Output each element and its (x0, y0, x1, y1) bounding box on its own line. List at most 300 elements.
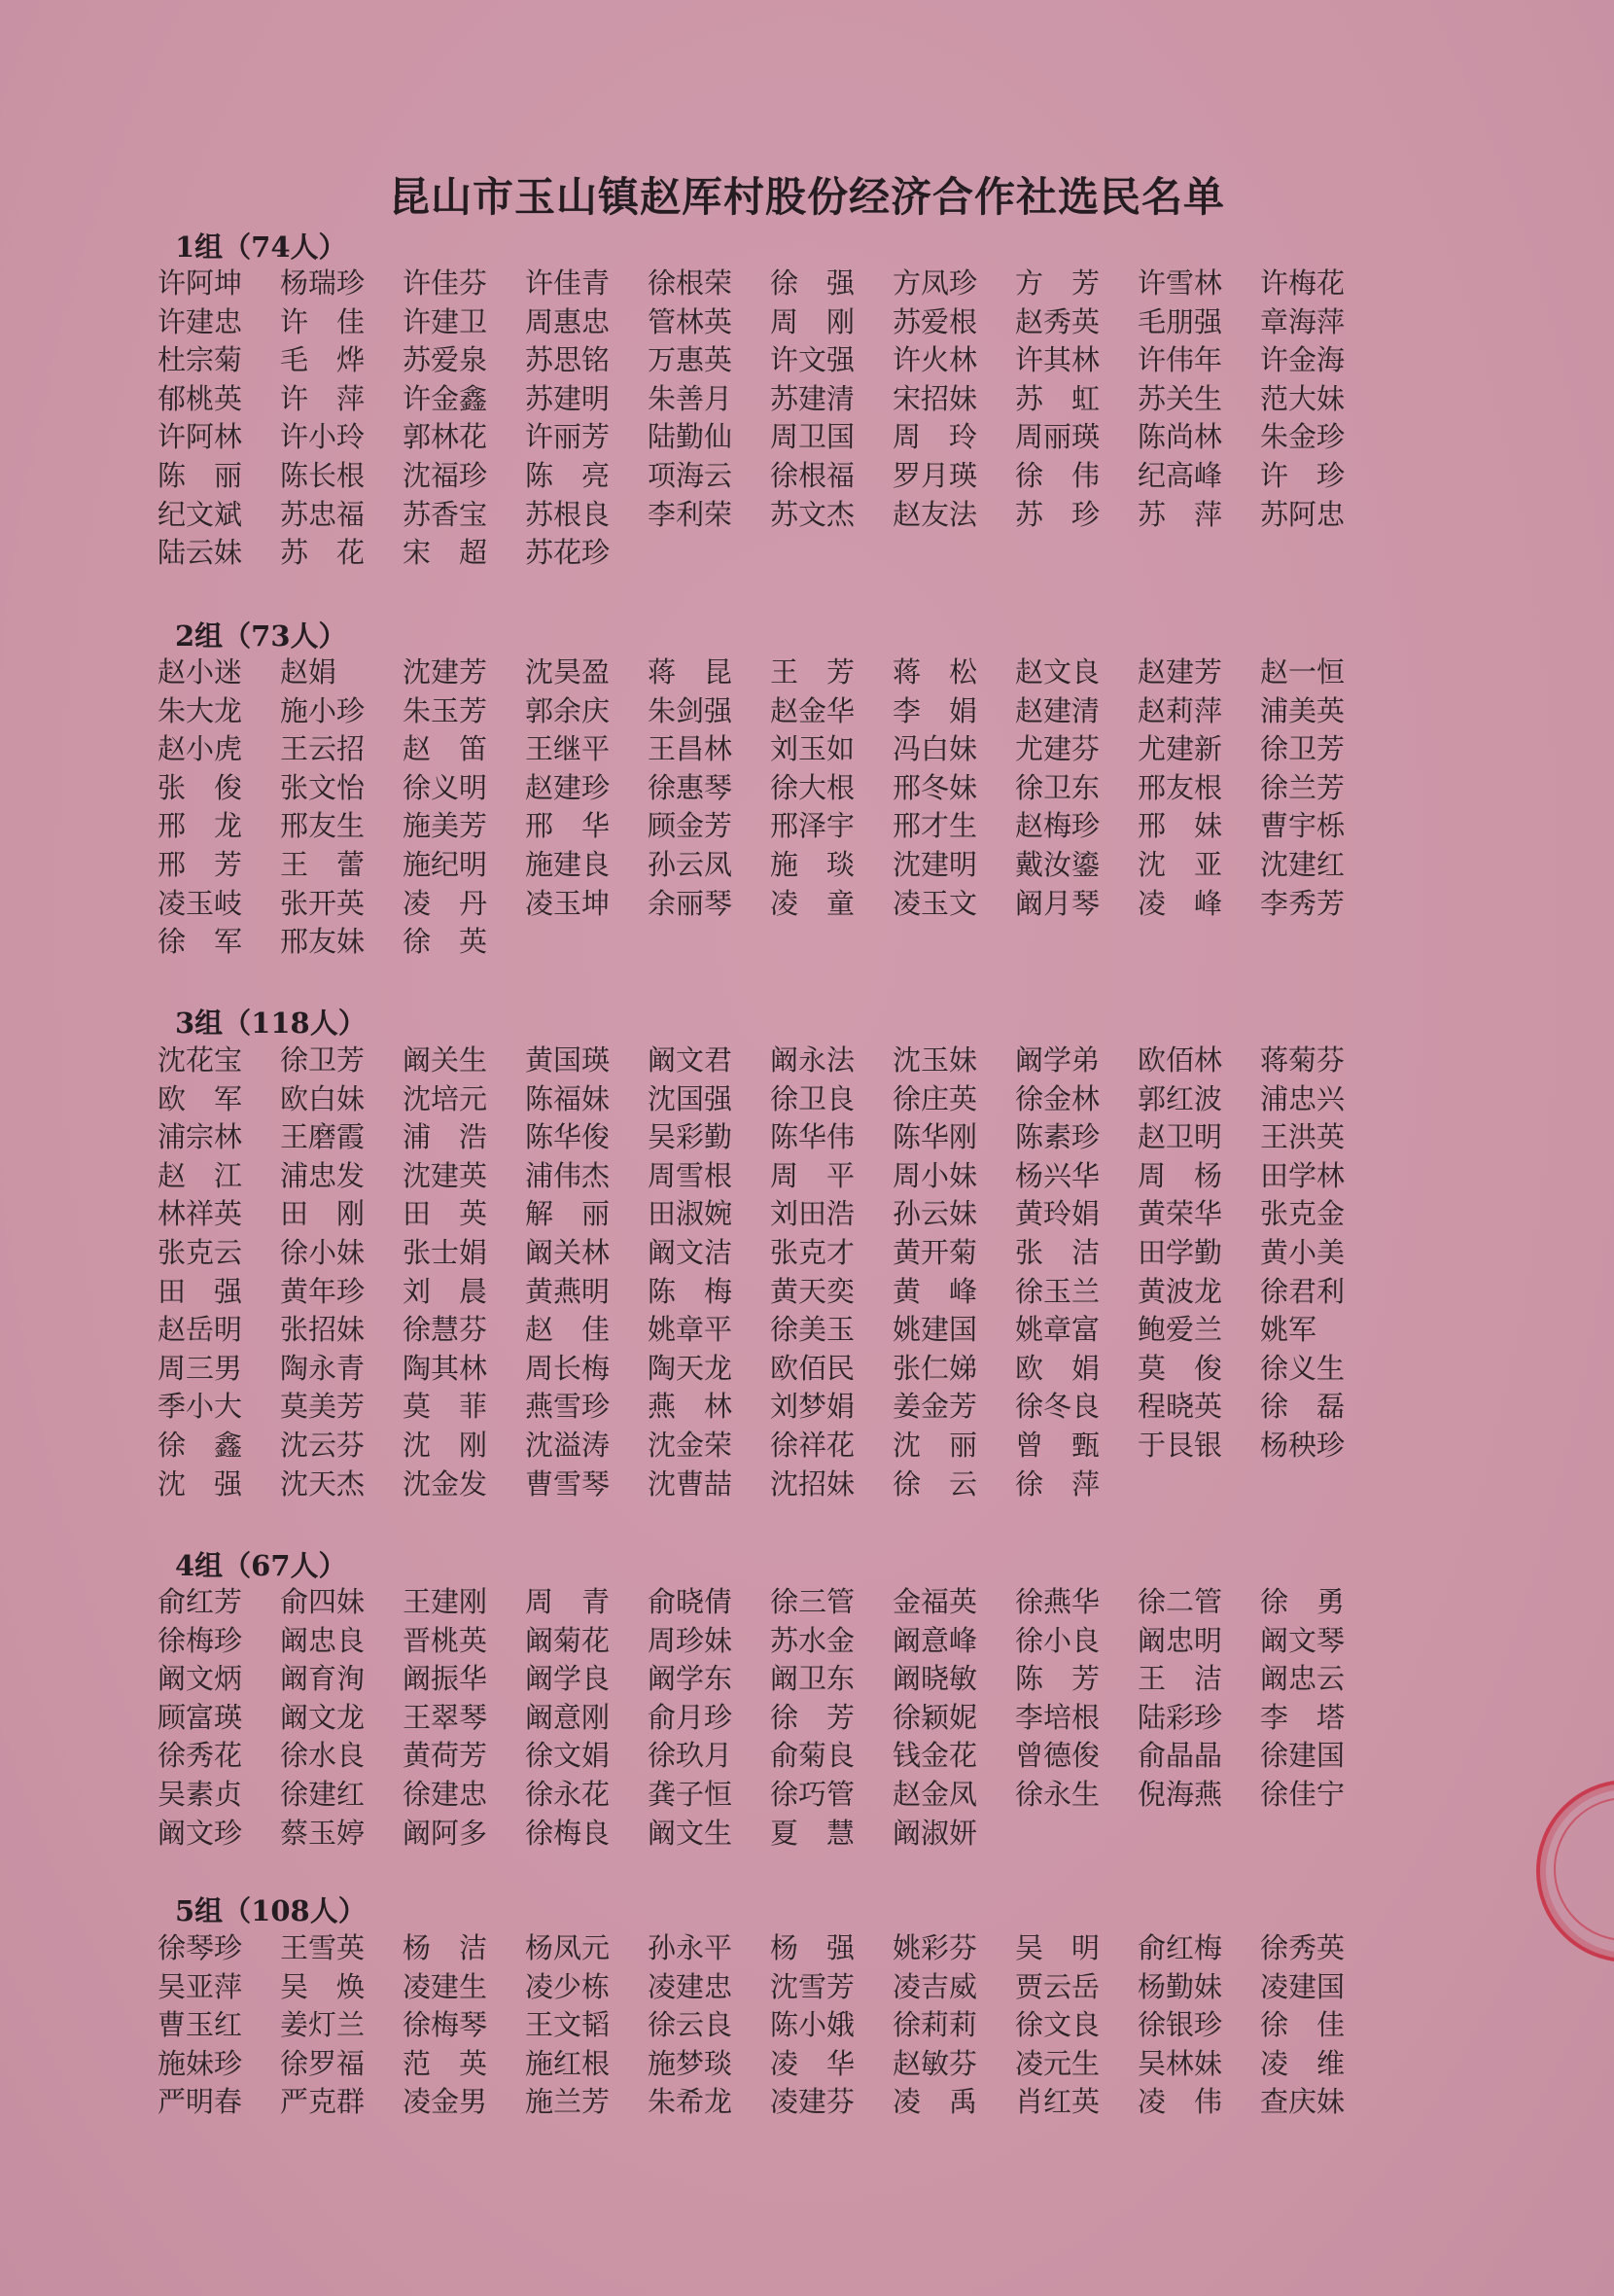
voter-name: 陈 梅 (648, 1274, 733, 1308)
voter-name: 阚文龙 (280, 1700, 366, 1734)
voter-name: 徐卫芳 (280, 1043, 366, 1077)
voter-name: 燕雪珍 (525, 1390, 611, 1424)
voter-name: 赵娟 (280, 655, 337, 689)
voter-name: 徐君利 (1260, 1274, 1346, 1308)
voter-name: 陆彩珍 (1138, 1700, 1223, 1734)
voter-name: 沈建芳 (403, 655, 488, 689)
voter-name: 徐琴珍 (158, 1931, 243, 1964)
voter-name: 姚章富 (1015, 1313, 1101, 1347)
voter-name: 田学林 (1260, 1158, 1346, 1192)
voter-name: 徐义明 (403, 770, 488, 804)
voter-name: 周 平 (770, 1158, 856, 1192)
voter-name: 阚关林 (525, 1235, 611, 1269)
voter-name: 欧 娟 (1015, 1351, 1101, 1385)
voter-name: 姚章平 (648, 1313, 733, 1347)
voter-name: 苏建清 (770, 381, 856, 415)
voter-name: 许佳芬 (403, 266, 488, 300)
voter-name: 姜灯兰 (280, 2008, 366, 2042)
voter-name: 金福英 (893, 1585, 978, 1618)
voter-name: 凌玉岐 (158, 886, 243, 920)
group-heading: 3组（118人） (175, 1007, 367, 1040)
voter-name: 苏思铭 (525, 343, 611, 377)
voter-name: 李 娟 (893, 693, 978, 727)
voter-name: 赵梅珍 (1015, 809, 1101, 843)
voter-name: 苏阿忠 (1260, 497, 1346, 531)
voter-name: 徐罗福 (280, 2046, 366, 2080)
voter-name: 沈玉妹 (893, 1043, 978, 1077)
voter-name: 徐卫东 (1015, 770, 1101, 804)
voter-name: 张克金 (1260, 1197, 1346, 1231)
voter-name: 许火林 (893, 343, 978, 377)
voter-name: 赵卫明 (1138, 1120, 1223, 1154)
voter-name: 徐 云 (893, 1466, 978, 1501)
voter-name: 周珍妹 (648, 1623, 733, 1657)
voter-name: 徐 英 (403, 925, 488, 959)
voter-name: 张 洁 (1015, 1235, 1101, 1269)
voter-name: 杨 洁 (403, 1931, 488, 1964)
voter-name: 章海萍 (1260, 304, 1346, 338)
voter-name: 苏建明 (525, 381, 611, 415)
voter-name: 凌 伟 (1138, 2085, 1223, 2119)
voter-name: 王建刚 (403, 1585, 488, 1618)
voter-name: 刘田浩 (770, 1197, 856, 1231)
voter-name: 俞菊良 (770, 1739, 856, 1773)
voter-name: 姚建国 (893, 1313, 978, 1347)
voter-name: 方 芳 (1015, 266, 1101, 300)
voter-name: 尤建芬 (1015, 732, 1101, 766)
voter-name: 阚晓敏 (893, 1662, 978, 1696)
voter-name: 凌 童 (770, 886, 856, 920)
voter-name: 王 洁 (1138, 1662, 1223, 1696)
voter-name: 阚学东 (648, 1662, 733, 1696)
voter-name: 凌少栋 (525, 1969, 611, 2003)
voter-name: 赵一恒 (1260, 655, 1346, 689)
voter-name: 解 丽 (525, 1197, 611, 1231)
voter-name: 冯白妹 (893, 732, 978, 766)
voter-name: 施 琰 (770, 847, 856, 881)
voter-name: 孙云妹 (893, 1197, 978, 1231)
voter-name: 凌玉坤 (525, 886, 611, 920)
voter-name: 黄小美 (1260, 1235, 1346, 1269)
voter-name: 朱玉芳 (403, 693, 488, 727)
voter-name: 徐 勇 (1260, 1585, 1346, 1618)
voter-name: 沈云芬 (280, 1428, 366, 1462)
voter-name: 许 珍 (1260, 458, 1346, 492)
voter-name: 凌建忠 (648, 1969, 733, 2003)
voter-name: 顾富瑛 (158, 1700, 243, 1734)
voter-name: 徐莉莉 (893, 2008, 978, 2042)
voter-name: 赵 笛 (403, 732, 488, 766)
voter-name: 施小珍 (280, 693, 366, 727)
voter-name: 陶永青 (280, 1351, 366, 1385)
voter-name: 徐文娟 (525, 1739, 611, 1773)
voter-name: 赵友法 (893, 497, 978, 531)
voter-name: 宋招妹 (893, 381, 978, 415)
voter-name: 徐大根 (770, 770, 856, 804)
voter-name: 李 塔 (1260, 1700, 1346, 1734)
group-name-grid (158, 1042, 1421, 1503)
voter-name: 纪高峰 (1138, 458, 1223, 492)
voter-name: 刘 晨 (403, 1274, 488, 1308)
voter-name: 吴亚萍 (158, 1969, 243, 2003)
voter-name: 陈素珍 (1015, 1120, 1101, 1154)
group-name-grid (158, 265, 1421, 573)
voter-name: 阚菊花 (525, 1623, 611, 1657)
voter-name: 杨兴华 (1015, 1158, 1101, 1192)
voter-name: 阚忠良 (280, 1623, 366, 1657)
voter-name: 凌 禹 (893, 2085, 978, 2119)
voter-name: 徐小妹 (280, 1235, 366, 1269)
voter-name: 徐惠琴 (648, 770, 733, 804)
voter-name: 许 佳 (280, 304, 366, 338)
voter-name: 苏爱泉 (403, 343, 488, 377)
voter-name: 徐银珍 (1138, 2008, 1223, 2042)
voter-name: 徐燕华 (1015, 1585, 1101, 1618)
voter-name: 邢才生 (893, 809, 978, 843)
voter-name: 凌金男 (403, 2085, 488, 2119)
voter-name: 徐小良 (1015, 1623, 1101, 1657)
voter-name: 苏 花 (280, 536, 366, 570)
voter-name: 张招妹 (280, 1313, 366, 1347)
voter-name: 顾金芳 (648, 809, 733, 843)
voter-name: 许雪林 (1138, 266, 1223, 300)
voter-name: 凌元生 (1015, 2046, 1101, 2080)
voter-name: 欧白妹 (280, 1081, 366, 1115)
voter-name: 徐卫良 (770, 1081, 856, 1115)
voter-name: 阚振华 (403, 1662, 488, 1696)
voter-name: 郭余庆 (525, 693, 611, 727)
voter-name: 赵建清 (1015, 693, 1101, 727)
voter-name: 黄天奕 (770, 1274, 856, 1308)
voter-name: 王磨霞 (280, 1120, 366, 1154)
voter-name: 徐永生 (1015, 1777, 1101, 1811)
group-heading: 4组（67人） (175, 1549, 347, 1582)
voter-name: 查庆妹 (1260, 2085, 1346, 2119)
voter-name: 徐 强 (770, 266, 856, 300)
voter-name: 张仁娣 (893, 1351, 978, 1385)
voter-name: 于艮银 (1138, 1428, 1223, 1462)
voter-name: 王 芳 (770, 655, 856, 689)
voter-name: 徐巧管 (770, 1777, 856, 1811)
voter-name: 许丽芳 (525, 420, 611, 454)
voter-name: 沈金发 (403, 1466, 488, 1501)
voter-name: 许伟年 (1138, 343, 1223, 377)
voter-name: 施红根 (525, 2046, 611, 2080)
voter-name: 王 蕾 (280, 847, 366, 881)
voter-name: 赵建芳 (1138, 655, 1223, 689)
voter-name: 阚文炳 (158, 1662, 243, 1696)
voter-name: 毛朋强 (1138, 304, 1223, 338)
voter-name: 杨瑞珍 (280, 266, 366, 300)
voter-name: 范 英 (403, 2046, 488, 2080)
voter-name: 徐 佳 (1260, 2008, 1346, 2042)
voter-name: 浦忠发 (280, 1158, 366, 1192)
voter-name: 沈培元 (403, 1081, 488, 1115)
voter-name: 陶天龙 (648, 1351, 733, 1385)
voter-name: 俞四妹 (280, 1585, 366, 1618)
voter-name: 曾德俊 (1015, 1739, 1101, 1773)
voter-name: 朱剑强 (648, 693, 733, 727)
voter-name: 孙永平 (648, 1931, 733, 1964)
voter-name: 徐美玉 (770, 1313, 856, 1347)
group-heading: 5组（108人） (175, 1894, 367, 1927)
voter-name: 朱善月 (648, 381, 733, 415)
voter-name: 田 强 (158, 1274, 243, 1308)
voter-name: 徐佳宁 (1260, 1777, 1346, 1811)
group-name-grid (158, 1929, 1421, 2122)
voter-name: 阚文珍 (158, 1816, 243, 1850)
voter-name: 田学勤 (1138, 1235, 1223, 1269)
voter-name: 凌建芬 (770, 2085, 856, 2119)
voter-name: 邢 华 (525, 809, 611, 843)
voter-name: 王昌林 (648, 732, 733, 766)
voter-name: 阚关生 (403, 1043, 488, 1077)
voter-name: 凌建国 (1260, 1969, 1346, 2003)
voter-name: 凌玉文 (893, 886, 978, 920)
voter-name: 黄燕明 (525, 1274, 611, 1308)
voter-name: 浦宗林 (158, 1120, 243, 1154)
voter-name: 管林英 (648, 304, 733, 338)
voter-name: 孙云凤 (648, 847, 733, 881)
voter-name: 郭林花 (403, 420, 488, 454)
voter-name: 徐玉兰 (1015, 1274, 1101, 1308)
voter-name: 莫 俊 (1138, 1351, 1223, 1385)
group-name-grid (158, 1583, 1421, 1853)
voter-name: 项海云 (648, 458, 733, 492)
voter-name: 徐根荣 (648, 266, 733, 300)
voter-name: 阚忠明 (1138, 1623, 1223, 1657)
voter-name: 许建卫 (403, 304, 488, 338)
voter-name: 徐 磊 (1260, 1390, 1346, 1424)
voter-name: 许金鑫 (403, 381, 488, 415)
voter-name: 徐玖月 (648, 1739, 733, 1773)
voter-name: 邢 龙 (158, 809, 243, 843)
voter-name: 赵文良 (1015, 655, 1101, 689)
voter-name: 邢 芳 (158, 847, 243, 881)
voter-name: 沈昊盈 (525, 655, 611, 689)
voter-name: 阚永法 (770, 1043, 856, 1077)
voter-name: 张克云 (158, 1235, 243, 1269)
voter-name: 邢 妹 (1138, 809, 1223, 843)
voter-name: 周三男 (158, 1351, 243, 1385)
voter-name: 严明春 (158, 2085, 243, 2119)
voter-name: 吴彩勤 (648, 1120, 733, 1154)
voter-name: 黄开菊 (893, 1235, 978, 1269)
voter-name: 周 青 (525, 1585, 611, 1618)
voter-name: 徐颖妮 (893, 1700, 978, 1734)
voter-name: 徐云良 (648, 2008, 733, 2042)
voter-name: 林祥英 (158, 1197, 243, 1231)
voter-name: 田 刚 (280, 1197, 366, 1231)
voter-name: 浦忠兴 (1260, 1081, 1346, 1115)
voter-name: 许其林 (1015, 343, 1101, 377)
voter-name: 黄国瑛 (525, 1043, 611, 1077)
group-heading: 1组（74人） (175, 230, 347, 264)
voter-name: 姚彩芬 (893, 1931, 978, 1964)
voter-name: 沈建英 (403, 1158, 488, 1192)
voter-name: 赵秀英 (1015, 304, 1101, 338)
voter-name: 季小大 (158, 1390, 243, 1424)
voter-name: 欧佰林 (1138, 1043, 1223, 1077)
voter-name: 邢冬妹 (893, 770, 978, 804)
voter-name: 蒋菊芬 (1260, 1043, 1346, 1077)
voter-name: 阚忠云 (1260, 1662, 1346, 1696)
voter-name: 毛 烨 (280, 343, 366, 377)
voter-name: 蒋 松 (893, 655, 978, 689)
voter-name: 俞晶晶 (1138, 1739, 1223, 1773)
voter-name: 徐文良 (1015, 2008, 1101, 2042)
voter-name: 凌 丹 (403, 886, 488, 920)
voter-name: 徐庄英 (893, 1081, 978, 1115)
voter-name: 肖红英 (1015, 2085, 1101, 2119)
voter-name: 陈华刚 (893, 1120, 978, 1154)
voter-name: 徐卫芳 (1260, 732, 1346, 766)
voter-name: 陈小娥 (770, 2008, 856, 2042)
voter-name: 沈雪芳 (770, 1969, 856, 2003)
voter-name: 徐三管 (770, 1585, 856, 1618)
voter-name: 朱大龙 (158, 693, 243, 727)
voter-name: 杨勤妹 (1138, 1969, 1223, 2003)
voter-name: 蒋 昆 (648, 655, 733, 689)
voter-name: 赵金凤 (893, 1777, 978, 1811)
voter-name: 赵莉萍 (1138, 693, 1223, 727)
voter-name: 邢友妹 (280, 925, 366, 959)
voter-name: 杨凤元 (525, 1931, 611, 1964)
voter-name: 方凤珍 (893, 266, 978, 300)
voter-name: 俞月珍 (648, 1700, 733, 1734)
voter-name: 徐秀英 (1260, 1931, 1346, 1964)
voter-name: 张 俊 (158, 770, 243, 804)
voter-name: 赵敏芬 (893, 2046, 978, 2080)
voter-name: 沈 亚 (1138, 847, 1223, 881)
voter-name: 徐 萍 (1015, 1466, 1101, 1501)
voter-name: 姚军 (1260, 1313, 1317, 1347)
voter-name: 程晓英 (1138, 1390, 1223, 1424)
voter-name: 周 玲 (893, 420, 978, 454)
voter-name: 苏忠福 (280, 497, 366, 531)
voter-name: 阚意刚 (525, 1700, 611, 1734)
voter-name: 苏水金 (770, 1623, 856, 1657)
voter-name: 王云招 (280, 732, 366, 766)
voter-name: 燕 林 (648, 1390, 733, 1424)
voter-name: 凌 维 (1260, 2046, 1346, 2080)
voter-name: 赵金华 (770, 693, 856, 727)
voter-name: 苏 萍 (1138, 497, 1223, 531)
voter-name: 徐 伟 (1015, 458, 1101, 492)
voter-name: 邢友根 (1138, 770, 1223, 804)
voter-name: 施建良 (525, 847, 611, 881)
voter-name: 苏文杰 (770, 497, 856, 531)
voter-name: 徐义生 (1260, 1351, 1346, 1385)
voter-name: 黄波龙 (1138, 1274, 1223, 1308)
voter-name: 沈招妹 (770, 1466, 856, 1501)
voter-name: 徐梅良 (525, 1816, 611, 1850)
voter-name: 徐 军 (158, 925, 243, 959)
voter-name: 黄年珍 (280, 1274, 366, 1308)
voter-name: 许阿坤 (158, 266, 243, 300)
voter-name: 沈天杰 (280, 1466, 366, 1501)
voter-name: 阚学弟 (1015, 1043, 1101, 1077)
voter-name: 阚卫东 (770, 1662, 856, 1696)
voter-name: 苏根良 (525, 497, 611, 531)
voter-name: 苏 珍 (1015, 497, 1101, 531)
voter-name: 朱希龙 (648, 2085, 733, 2119)
voter-name: 徐 芳 (770, 1700, 856, 1734)
voter-name: 曹宇栎 (1260, 809, 1346, 843)
voter-name: 陈尚林 (1138, 420, 1223, 454)
voter-name: 赵岳明 (158, 1313, 243, 1347)
voter-name: 刘玉如 (770, 732, 856, 766)
voter-name: 阚文君 (648, 1043, 733, 1077)
voter-name: 陈 亮 (525, 458, 611, 492)
voter-name: 许文强 (770, 343, 856, 377)
voter-name: 范大妹 (1260, 381, 1346, 415)
voter-name: 罗月瑛 (893, 458, 978, 492)
voter-name: 沈金荣 (648, 1428, 733, 1462)
voter-name: 赵 佳 (525, 1313, 611, 1347)
voter-name: 许小玲 (280, 420, 366, 454)
voter-name: 徐兰芳 (1260, 770, 1346, 804)
voter-name: 陈长根 (280, 458, 366, 492)
group-name-grid (158, 653, 1421, 962)
voter-name: 沈曹喆 (648, 1466, 733, 1501)
voter-name: 钱金花 (893, 1739, 978, 1773)
voter-name: 苏 虹 (1015, 381, 1101, 415)
voter-name: 施纪明 (403, 847, 488, 881)
voter-name: 许金海 (1260, 343, 1346, 377)
voter-name: 赵小迷 (158, 655, 243, 689)
voter-name: 尤建新 (1138, 732, 1223, 766)
voter-name: 邢泽宇 (770, 809, 856, 843)
voter-name: 浦伟杰 (525, 1158, 611, 1192)
voter-name: 施美芳 (403, 809, 488, 843)
voter-name: 阚月琴 (1015, 886, 1101, 920)
voter-name: 周 刚 (770, 304, 856, 338)
voter-name: 沈建明 (893, 847, 978, 881)
voter-name: 陶其林 (403, 1351, 488, 1385)
voter-name: 俞晓倩 (648, 1585, 733, 1618)
voter-name: 吴林妹 (1138, 2046, 1223, 2080)
voter-name: 余丽琴 (648, 886, 733, 920)
voter-name: 赵小虎 (158, 732, 243, 766)
voter-name: 凌建生 (403, 1969, 488, 2003)
voter-name: 夏 慧 (770, 1816, 856, 1850)
voter-name: 阚阿多 (403, 1816, 488, 1850)
voter-name: 俞红梅 (1138, 1931, 1223, 1964)
voter-name: 沈花宝 (158, 1043, 243, 1077)
voter-name: 邢友生 (280, 809, 366, 843)
voter-name: 刘梦娟 (770, 1390, 856, 1424)
voter-name: 施兰芳 (525, 2085, 611, 2119)
voter-name: 施妹珍 (158, 2046, 243, 2080)
voter-name: 浦 浩 (403, 1120, 488, 1154)
voter-name: 莫美芳 (280, 1390, 366, 1424)
voter-name: 许 萍 (280, 381, 366, 415)
voter-name: 徐秀花 (158, 1739, 243, 1773)
voter-name: 沈 强 (158, 1466, 243, 1501)
voter-name: 浦美英 (1260, 693, 1346, 727)
voter-name: 王洪英 (1260, 1120, 1346, 1154)
voter-name: 贾云岳 (1015, 1969, 1101, 2003)
voter-name: 沈福珍 (403, 458, 488, 492)
voter-name: 周惠忠 (525, 304, 611, 338)
voter-name: 陈华伟 (770, 1120, 856, 1154)
voter-name: 严克群 (280, 2085, 366, 2119)
voter-name: 陈华俊 (525, 1120, 611, 1154)
voter-name: 阚学良 (525, 1662, 611, 1696)
voter-name: 徐 鑫 (158, 1428, 243, 1462)
voter-name: 曾 甄 (1015, 1428, 1101, 1462)
